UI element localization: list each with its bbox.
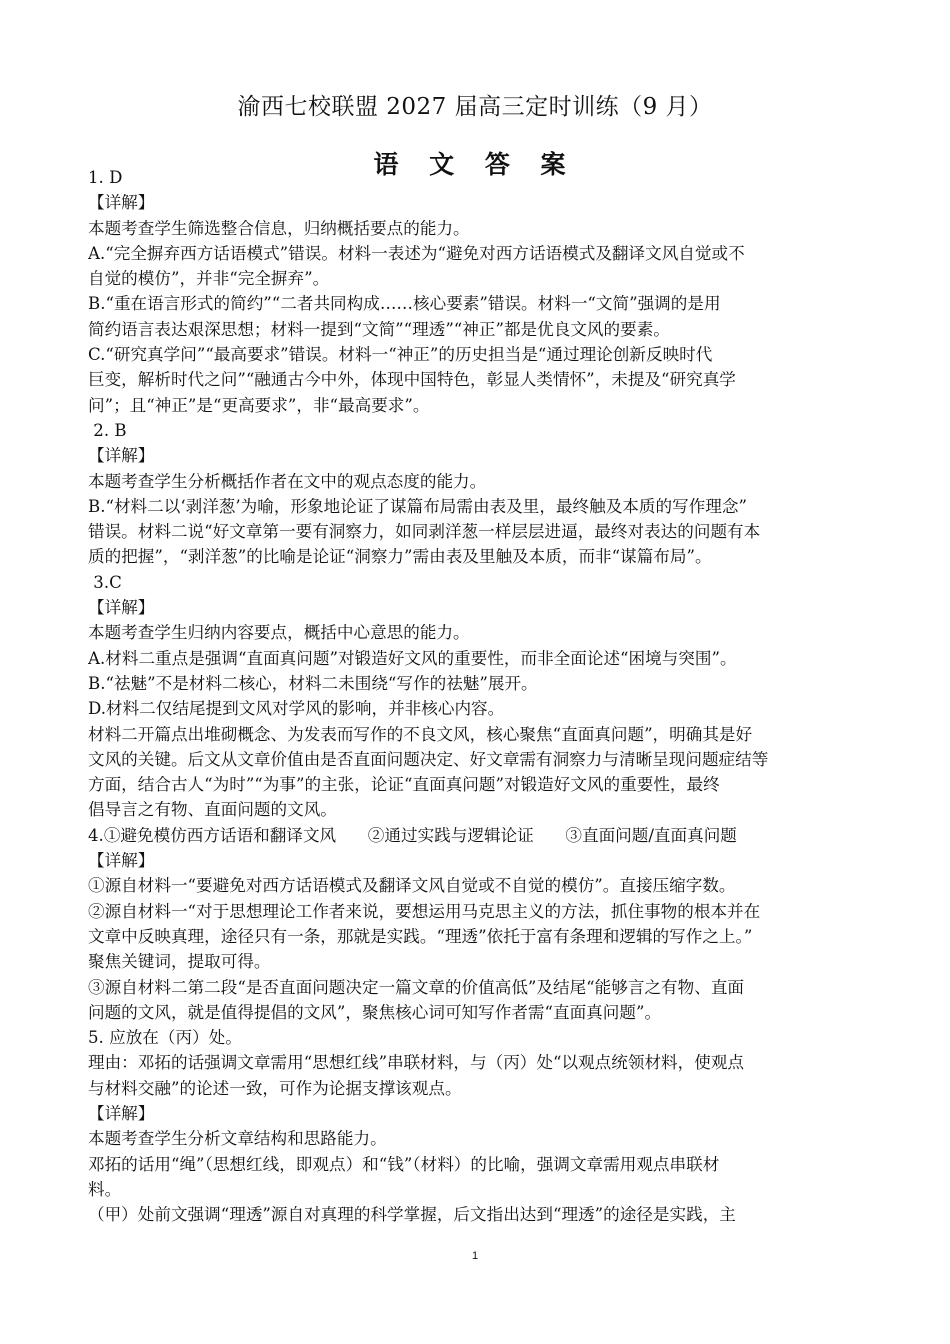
page-number: 1	[471, 1250, 479, 1262]
text-line: 理由：邓拓的话强调文章需用“思想红线”串联材料，与（丙）处“以观点统领材料，使观点	[88, 1053, 745, 1073]
text-line: 2. B	[88, 420, 127, 440]
text-line: （甲）处前文强调“理透”源自对真理的科学掌握，后文指出达到“理透”的途径是实践，主	[88, 1205, 736, 1225]
text-line: 1. D	[88, 168, 123, 187]
text-line: 本题考查学生分析概括作者在文中的观点态度的能力。	[88, 471, 487, 491]
page-title: 渝西七校联盟 2027 届高三定时训练（9 月）	[237, 94, 713, 120]
text-line: 文章中反映真理，途径只有一条，那就是实践。“理透”依托于富有条理和逻辑的写作之上。”	[88, 926, 753, 946]
text-line: 巨变，解析时代之问”“融通古今中外，体现中国特色，彰显人类情怀”，未提及“研究真学	[88, 370, 736, 390]
text-line: 【详解】	[88, 446, 155, 466]
text-line: 材料二开篇点出堆砌概念、为发表而写作的不良文风，核心聚焦“直面真问题”，明确其是好	[88, 724, 753, 744]
text-line: B.“祛魅”不是材料二核心，材料二未围绕“写作的祛魅”展开。	[88, 673, 538, 693]
text-line: 【详解】	[88, 193, 155, 213]
text-line: 本题考查学生分析文章结构和思路能力。	[88, 1129, 387, 1149]
text-line: 问题的文风，就是值得提倡的文风”，聚焦核心词可知写作者需“直面真问题”。	[88, 1002, 662, 1022]
text-line: 错误。材料二说“好文章第一要有洞察力，如同剥洋葱一样层层进逼，最终对表达的问题有本	[88, 522, 761, 542]
text-line: 简约语言表达艰深思想；材料一提到“文简”“理透”“神正”都是优良文风的要素。	[88, 319, 670, 339]
text-line: A.“完全摒弃西方话语模式”错误。材料一表述为“避免对西方话语模式及翻译文风自觉或不	[88, 243, 745, 263]
text-line: B.“重在语言形式的简约”“二者共同构成……核心要素”错误。材料一“文简”强调的是用	[88, 294, 721, 314]
text-line: 料。	[88, 1179, 122, 1199]
text-line: 文风的关键。后文从文章价值由是否直面问题决定、好文章需有洞察力与清晰呈现问题症结等	[88, 749, 769, 769]
text-line: 邓拓的话用“绳”（思想红线，即观点）和“钱”（材料）的比喻，强调文章需用观点串联材	[88, 1154, 720, 1174]
text-line: 本题考查学生归纳内容要点，概括中心意思的能力。	[88, 623, 470, 643]
text-line: 倡导言之有物、直面问题的文风。	[88, 800, 337, 820]
subject-title: 语 文 答 案	[373, 150, 577, 179]
text-line: 本题考查学生筛选整合信息，归纳概括要点的能力。	[88, 218, 470, 238]
answer-body	[88, 165, 868, 1227]
text-line: 4.①避免模仿西方话语和翻译文风 ②通过实践与逻辑论证 ③直面问题/直面真问题	[88, 825, 737, 845]
text-line: ①源自材料一“要避免对西方话语模式及翻译文风自觉或不自觉的模仿”。直接压缩字数。	[88, 876, 736, 896]
text-line: 聚焦关键词，提取可得。	[88, 952, 271, 972]
text-line: 问”；且“神正”是“更高要求”，非“最高要求”。	[88, 395, 430, 415]
text-line: 3.C	[88, 572, 122, 592]
text-line: 【详解】	[88, 1103, 155, 1123]
text-line: 【详解】	[88, 851, 155, 871]
text-line: C.“研究真学问”“最高要求”错误。材料一“神正”的历史担当是“通过理论创新反映时代	[88, 345, 713, 365]
text-line: B.“材料二以‘剥洋葱’为喻，形象地论证了谋篇布局需由表及里，最终触及本质的写作理念”	[88, 496, 747, 516]
text-line: ③源自材料二第二段“是否直面问题决定一篇文章的价值高低”及结尾“能够言之有物、直面	[88, 977, 745, 997]
text-line: 与材料交融”的论述一致，可作为论据支撑该观点。	[88, 1078, 462, 1098]
text-line: 5. 应放在（丙）处。	[88, 1028, 242, 1048]
text-line: 方面，结合古人“为时”“为事”的主张，论证“直面真问题”对锻造好文风的重要性，最终	[88, 775, 720, 795]
text-line: ②源自材料一“对于思想理论工作者来说，要想运用马克思主义的方法，抓住事物的根本并在	[88, 901, 761, 921]
text-line: 质的把握”，“剥洋葱”的比喻是论证“洞察力”需由表及里触及本质，而非“谋篇布局”。	[88, 547, 712, 567]
text-line: A.材料二重点是强调“直面真问题”对锻造好文风的重要性，而非全面论述“困境与突围”。	[88, 648, 737, 668]
text-line: 【详解】	[88, 598, 155, 618]
text-line: D.材料二仅结尾提到文风对学风的影响，并非核心内容。	[88, 699, 505, 719]
text-line: 自觉的模仿”，并非“完全摒弃”。	[88, 269, 330, 289]
